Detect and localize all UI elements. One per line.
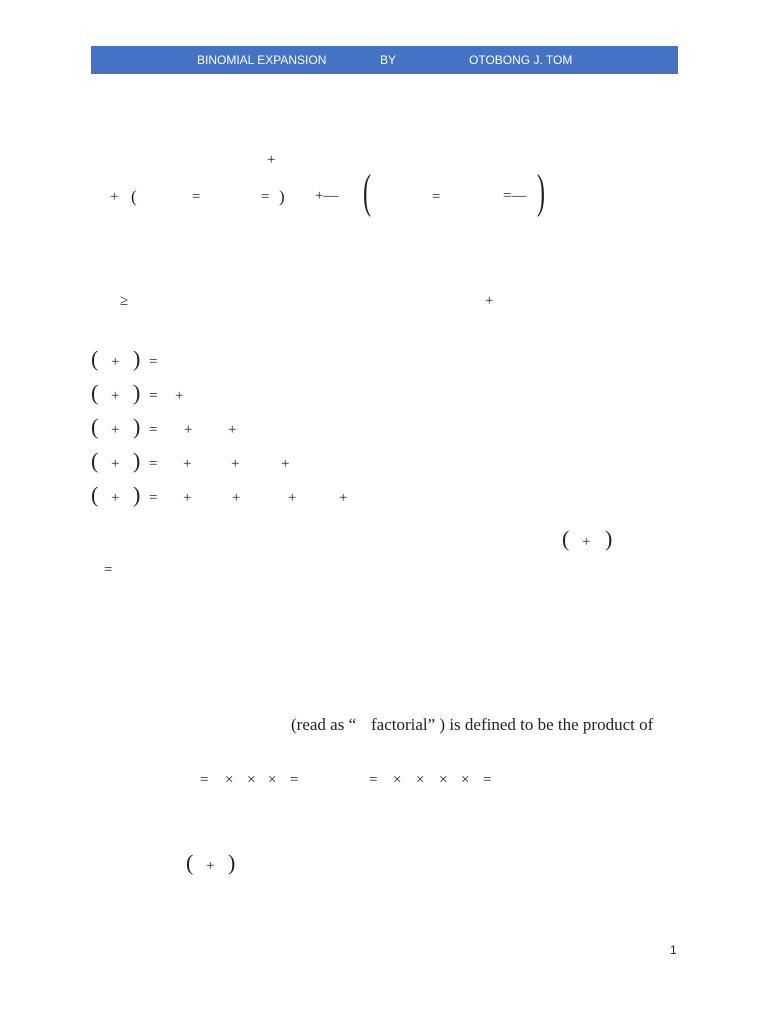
right-paren: ) [228,850,236,875]
times-sign: × [247,772,256,788]
right-paren: ) [279,187,285,206]
page-number: 1 [670,943,677,957]
equals-sign: = [200,772,209,788]
plus-sign: + [206,858,215,874]
times-sign: × [393,772,402,788]
equals-sign: = [483,772,492,788]
right-paren: ) [133,482,141,507]
equals-sign: = [290,772,299,788]
left-paren: ( [131,187,137,206]
times-sign: × [461,772,470,788]
right-paren: ) [133,346,141,371]
right-paren: ) [133,380,141,405]
plus-sign: + [582,534,591,550]
right-paren: ) [133,448,141,473]
left-paren: ( [91,482,99,507]
times-sign: × [416,772,425,788]
left-paren: ( [91,380,99,405]
plus-sign: + [111,490,120,506]
plus-sign: + [111,456,120,472]
factorial-text-definition: factorial” ) is defined to be the product of [371,715,654,734]
right-paren: ) [133,414,141,439]
left-paren: ( [562,526,570,551]
plus-sign: + [232,490,241,506]
document-title: BINOMIAL EXPANSION [197,53,327,67]
big-right-paren: ) [537,165,545,218]
author-name: OTOBONG J. TOM [469,53,573,67]
left-paren: ( [186,850,194,875]
equals-sign: = [369,772,378,788]
plus-sign: + [111,388,120,404]
plus-sign: + [485,293,494,309]
factorial-text-read-as: (read as “ [291,715,357,734]
equals-sign: = [149,490,158,506]
equals-sign: = [149,456,158,472]
header-bar [91,46,678,74]
plus-sign: + [175,388,184,404]
equals-sign: = [149,388,158,404]
plus-sign: + [183,490,192,506]
equals-sign: = [432,189,441,205]
plus-fraction-bar: +— [315,188,339,204]
plus-sign: + [288,490,297,506]
equals-sign: = [261,189,270,205]
plus-sign: + [111,354,120,370]
left-paren: ( [91,346,99,371]
plus-sign: + [339,490,348,506]
right-paren: ) [605,526,613,551]
plus-sign: + [110,189,119,205]
equals-sign: = [192,189,201,205]
plus-sign: + [231,456,240,472]
times-sign: × [439,772,448,788]
plus-sign: + [111,422,120,438]
left-paren: ( [91,448,99,473]
left-paren: ( [91,414,99,439]
plus-sign: + [183,456,192,472]
greater-equal-sign: ≥ [120,293,129,309]
equals-fraction-bar: =— [503,188,527,204]
big-left-paren: ( [363,165,371,218]
plus-sign: + [184,422,193,438]
plus-sign: + [281,456,290,472]
plus-sign: + [267,152,276,168]
equals-sign: = [104,562,113,578]
times-sign: × [225,772,234,788]
equals-sign: = [149,354,158,370]
equals-sign: = [149,422,158,438]
plus-sign: + [228,422,237,438]
header-by: BY [380,53,397,67]
times-sign: × [268,772,277,788]
